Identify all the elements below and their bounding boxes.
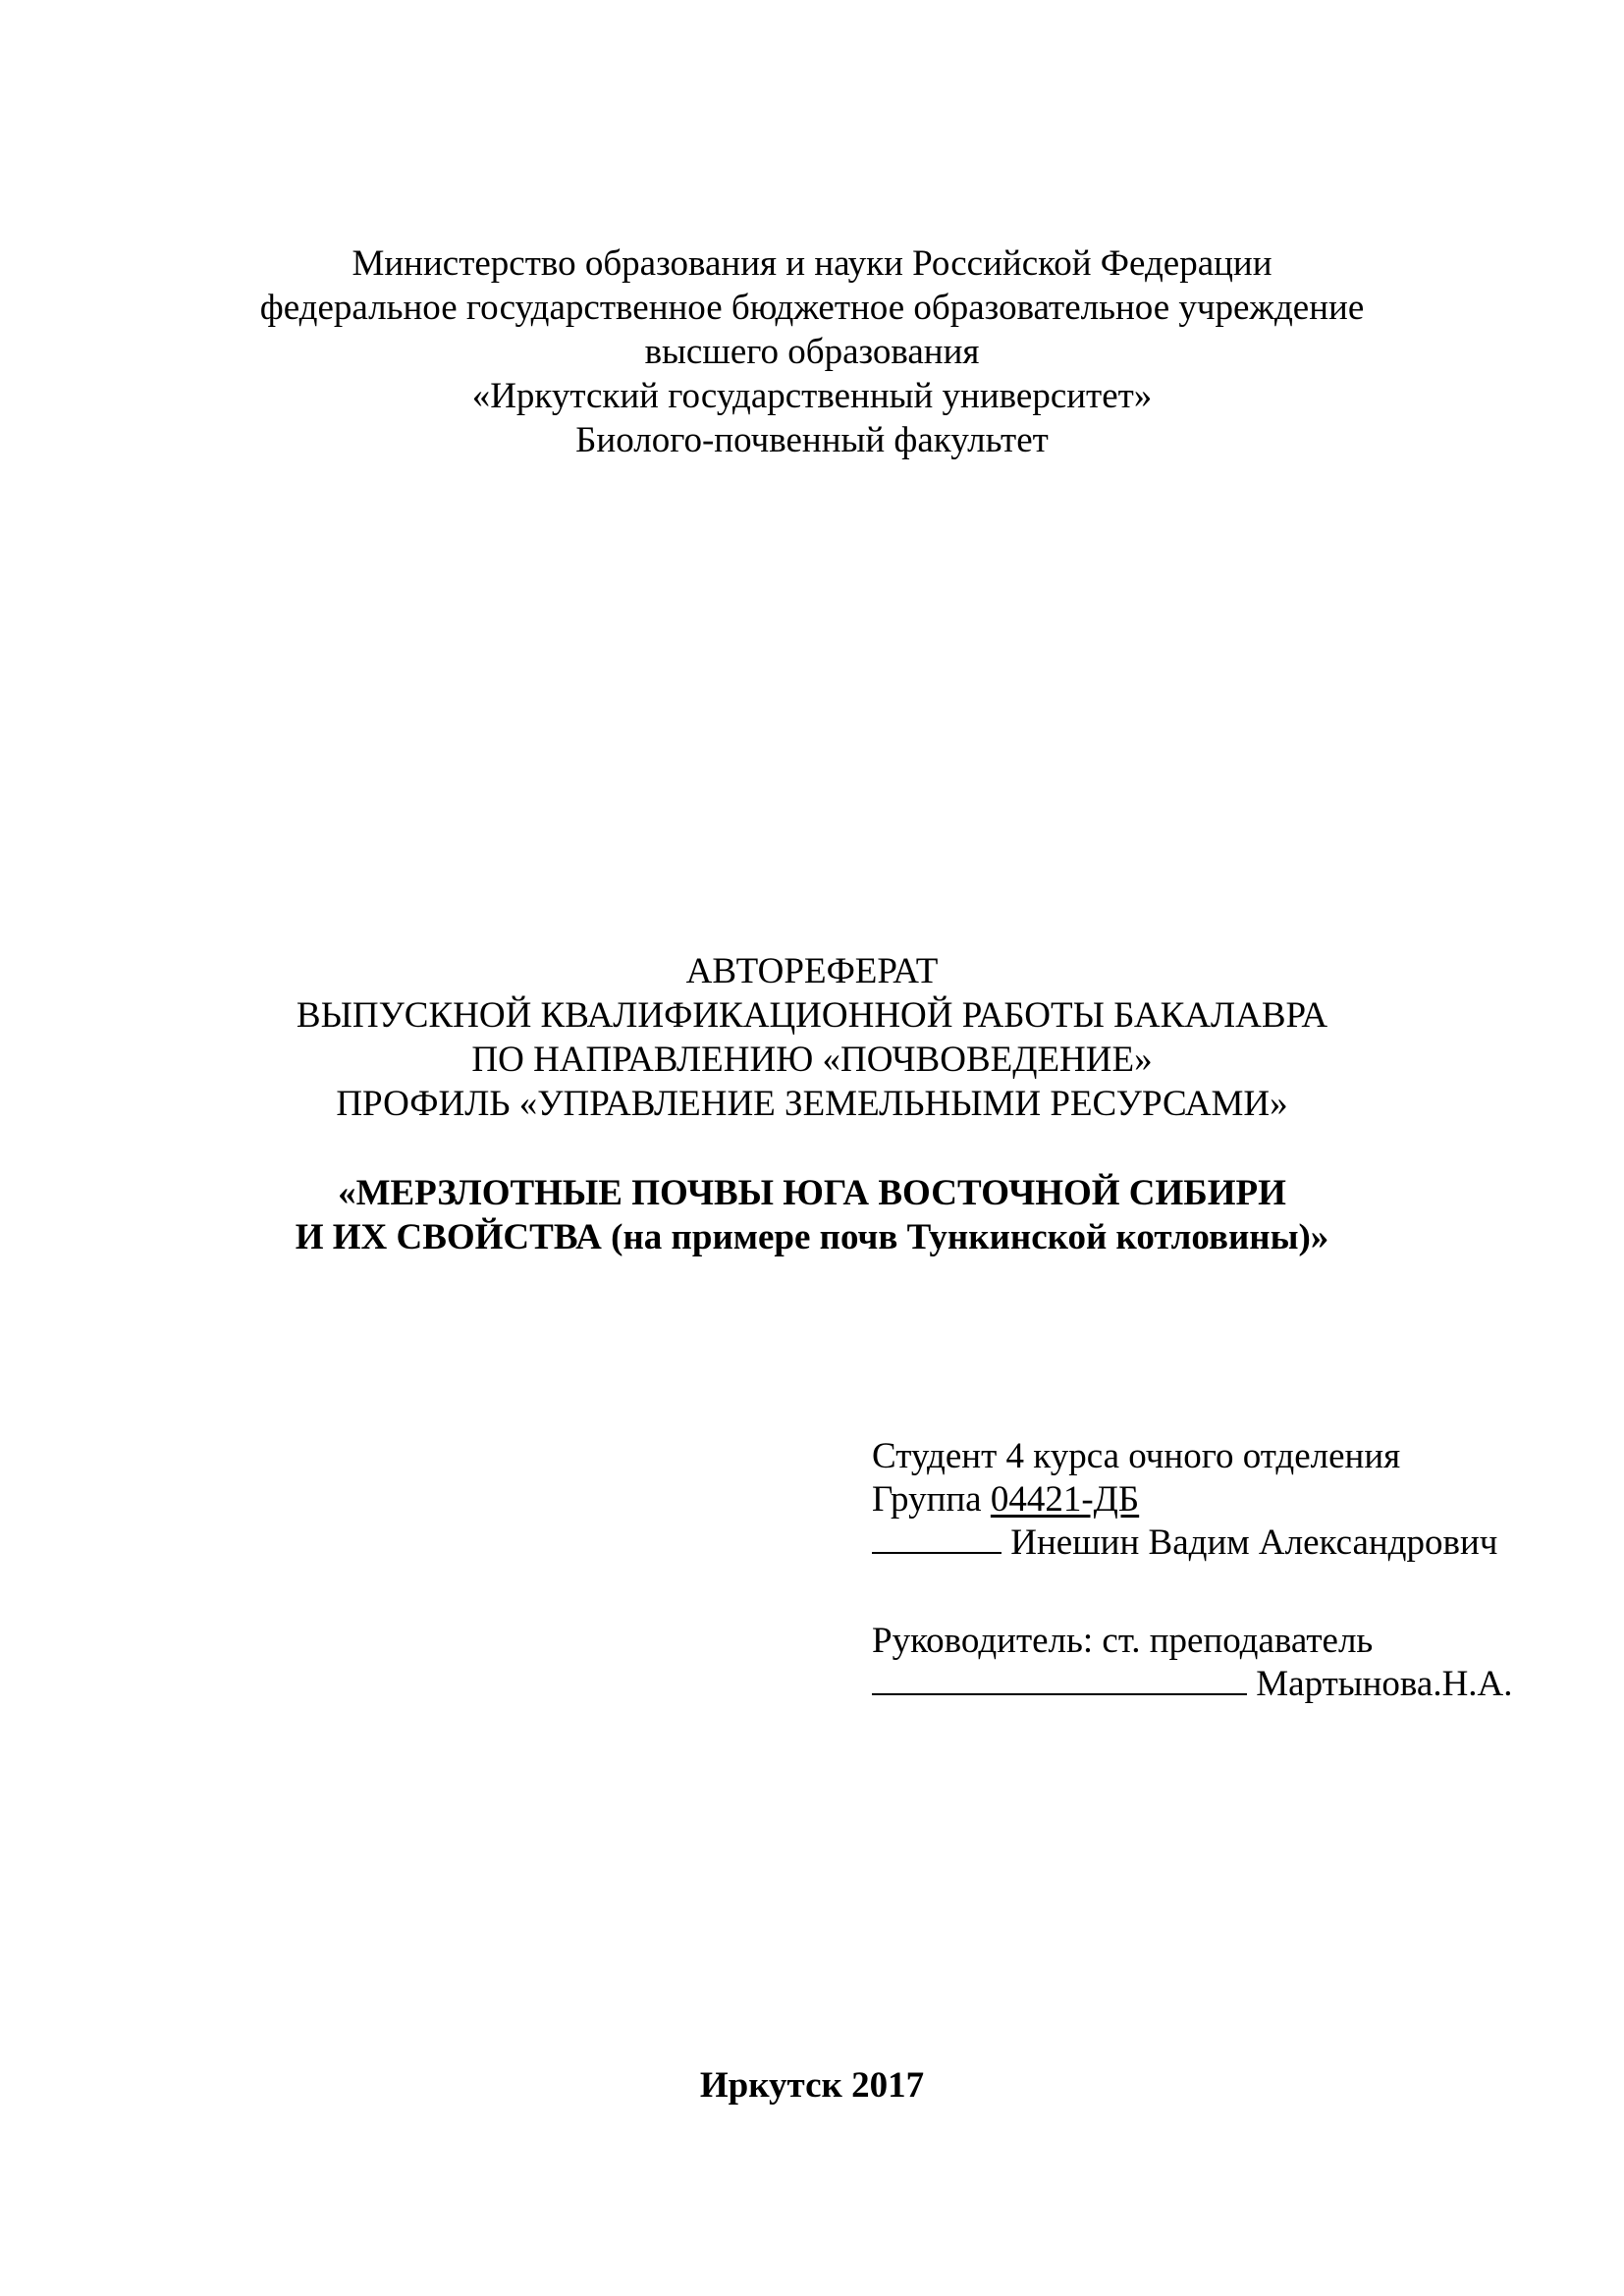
doc-type-line-2: ВЫПУСКНОЙ КВАЛИФИКАЦИОННОЙ РАБОТЫ БАКАЛАВРА xyxy=(296,995,1328,1036)
supervisor-signature-blank xyxy=(872,1664,1247,1695)
doc-type-line-1: АВТОРЕФЕРАТ xyxy=(685,951,939,991)
doc-type-line-3: ПО НАПРАВЛЕНИЮ «ПОЧВОВЕДЕНИЕ» xyxy=(471,1040,1153,1080)
university-line: «Иркутский государственный университет» xyxy=(471,376,1153,416)
thesis-title-line-2-subtitle: (на примере почв Тункинской котловины)» xyxy=(601,1217,1329,1257)
institution-type-line: федеральное государственное бюджетное образовательное учреждение xyxy=(259,288,1365,328)
thesis-title-line-2 xyxy=(0,1216,1624,1259)
supervisor-name: Мартынова.Н.А. xyxy=(1256,1664,1513,1704)
supervisor-signature-line xyxy=(872,1663,1513,1706)
student-course-line: Студент 4 курса очного отделения xyxy=(872,1436,1401,1476)
thesis-title-line-1: «МЕРЗЛОТНЫЕ ПОЧВЫ ЮГА ВОСТОЧНОЙ СИБИРИ xyxy=(338,1173,1286,1213)
doc-type-line-4: ПРОФИЛЬ «УПРАВЛЕНИЕ ЗЕМЕЛЬНЫМИ РЕСУРСАМИ» xyxy=(336,1084,1288,1124)
student-name: Инешин Вадим Александрович xyxy=(1010,1522,1498,1563)
faculty-line: Биолого-почвенный факультет xyxy=(575,420,1049,460)
supervisor-role-line: Руководитель: ст. преподаватель xyxy=(872,1621,1374,1661)
ministry-line: Министерство образования и науки Российской Федерации xyxy=(352,243,1272,284)
group-number: 04421-ДБ xyxy=(990,1479,1140,1520)
student-signature-blank xyxy=(872,1522,1001,1554)
city-year: Иркутск 2017 xyxy=(699,2065,925,2106)
student-group-line xyxy=(872,1478,1139,1522)
student-signature-line xyxy=(872,1522,1497,1565)
group-label: Группа xyxy=(872,1479,991,1520)
education-level-line: высшего образования xyxy=(644,332,980,372)
thesis-title-line-2-main: И ИХ СВОЙСТВА xyxy=(295,1217,602,1257)
